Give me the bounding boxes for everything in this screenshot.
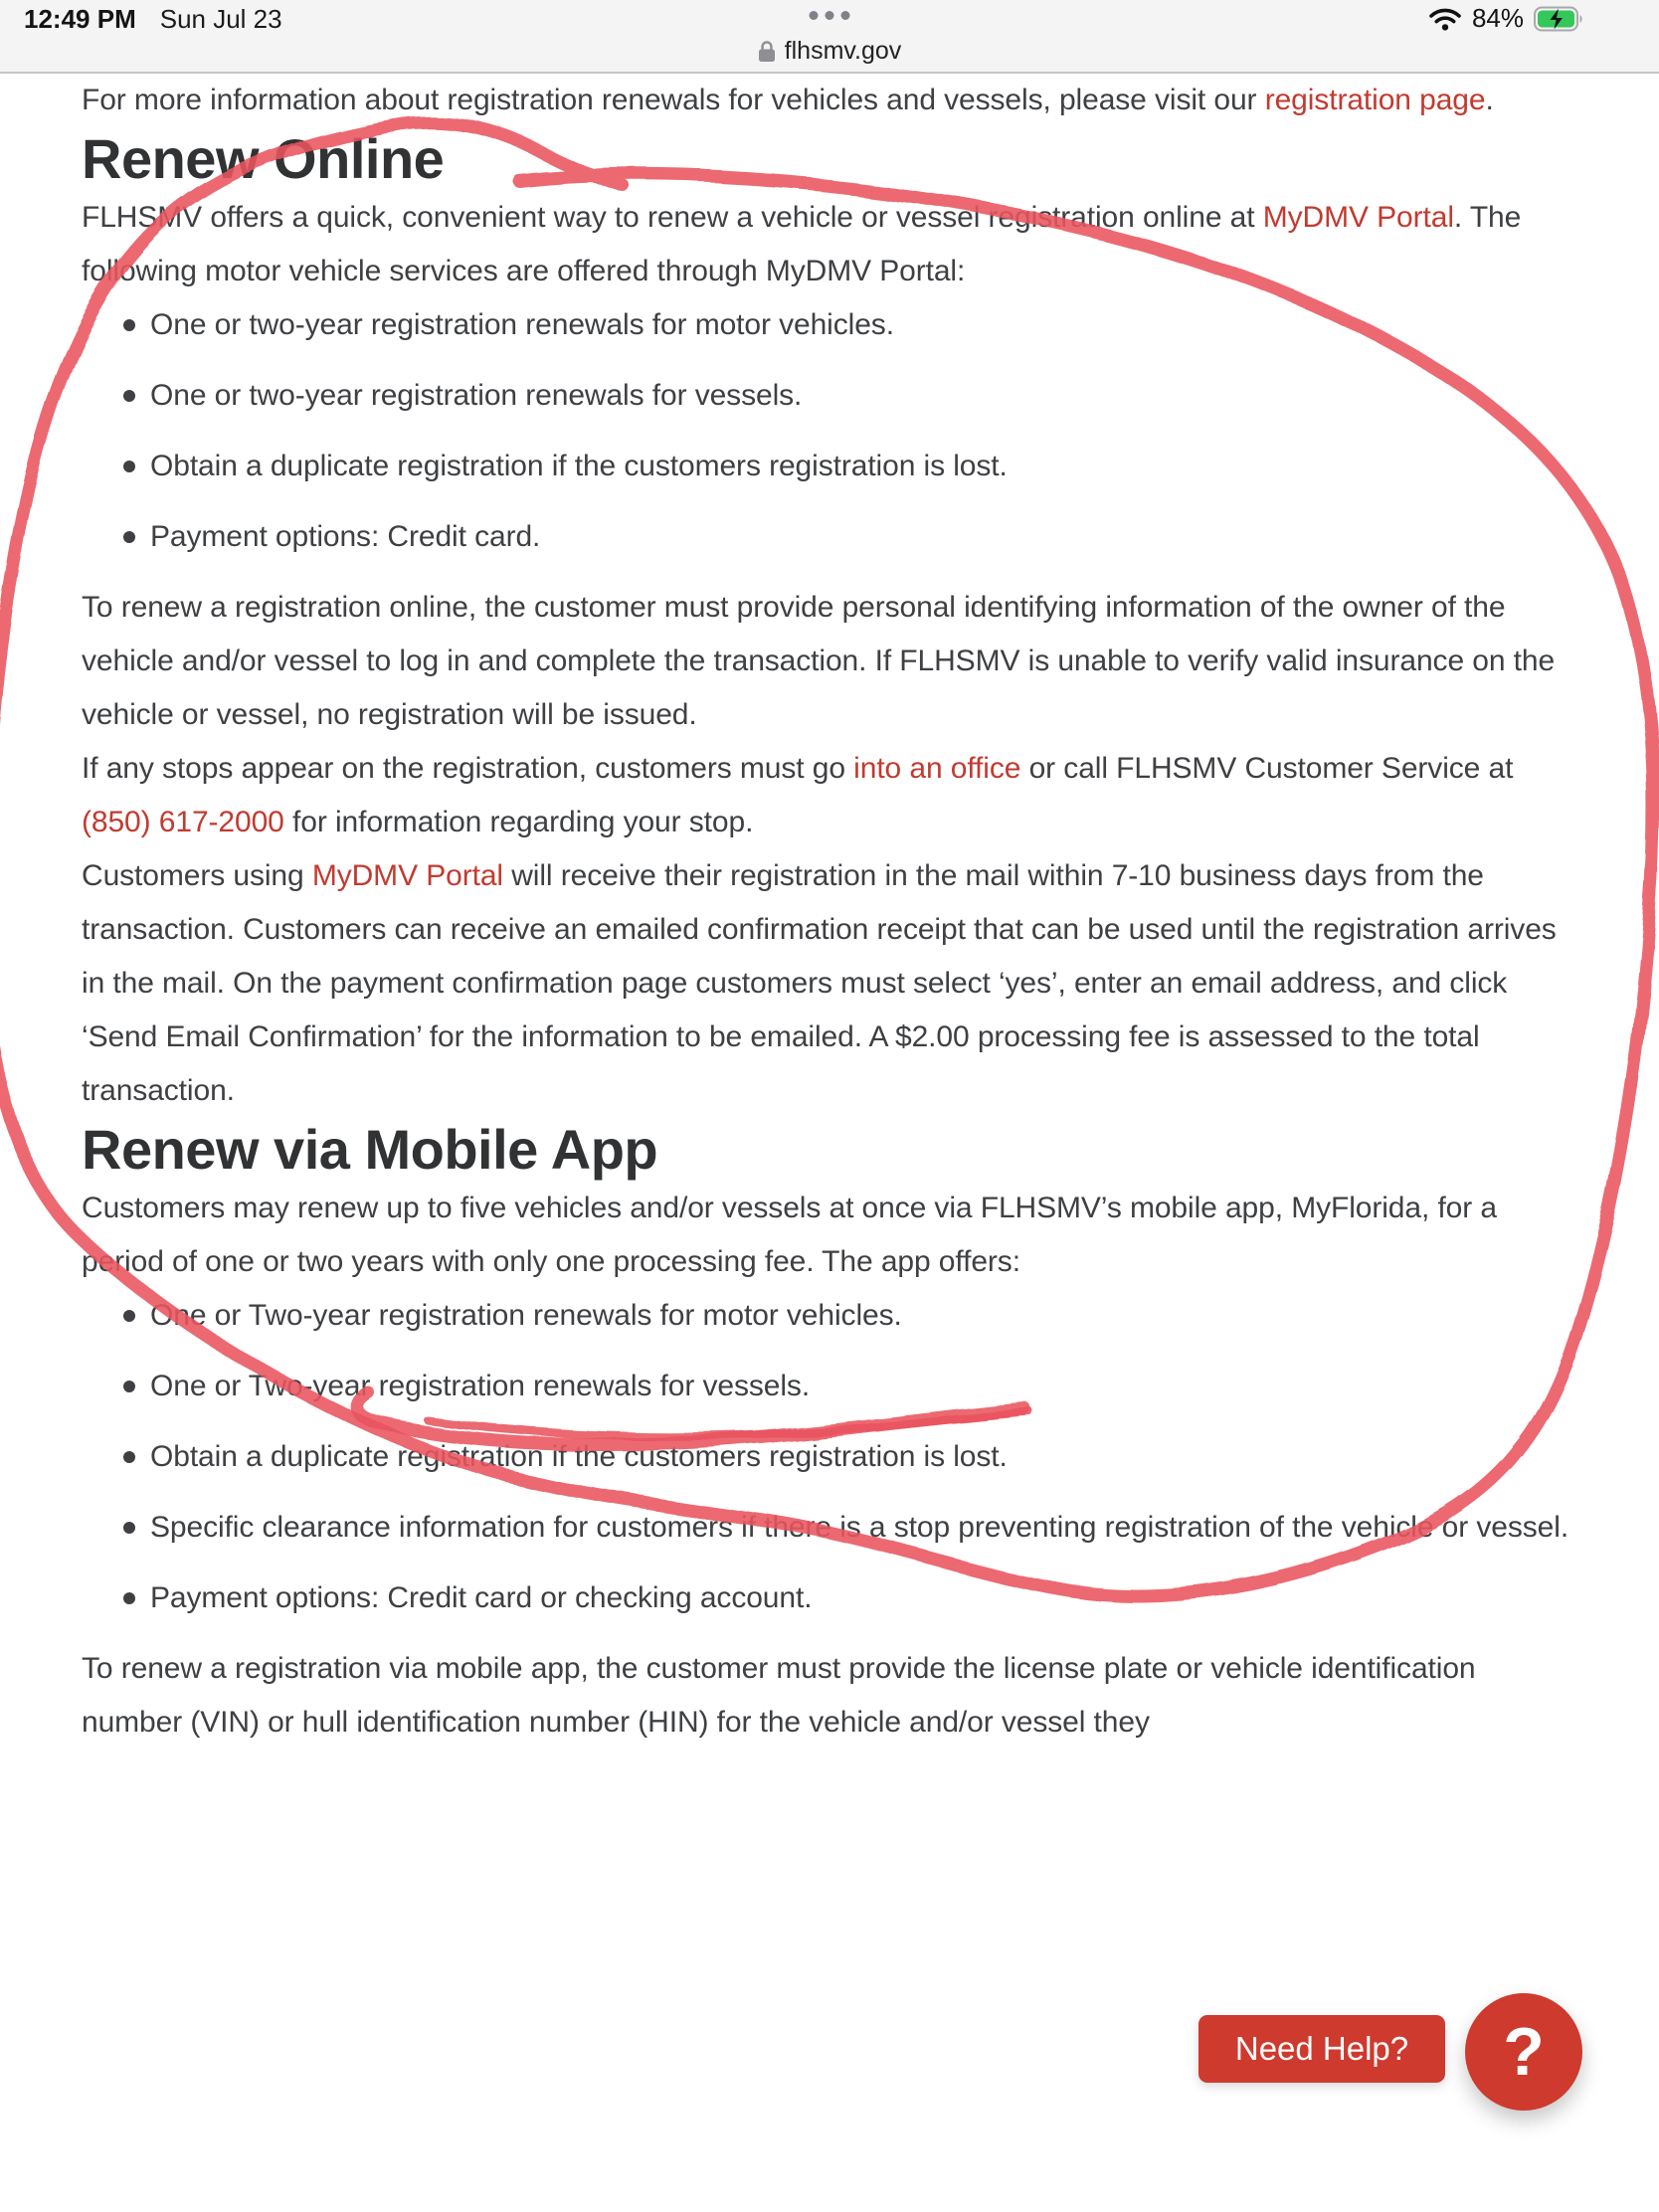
dot <box>826 11 834 20</box>
mail-delivery-paragraph <box>82 849 1577 1118</box>
list-item: Payment options: Credit card. <box>123 510 1577 564</box>
help-question-button[interactable]: ? <box>1465 1993 1582 2111</box>
address-bar[interactable] <box>0 35 1659 67</box>
url-domain: flhsmv.gov <box>784 36 902 65</box>
renew-online-bullets <box>82 298 1577 564</box>
mydmv-portal-link-2[interactable]: MyDMV Portal <box>311 859 503 892</box>
phone-number-link[interactable]: (850) 617-2000 <box>82 806 284 838</box>
list-item: One or two-year registration renewals for vessels. <box>123 369 1577 423</box>
battery-percent: 84% <box>1471 3 1524 33</box>
stops-text-mid: or call FLHSMV Customer Service at <box>1020 752 1514 785</box>
need-help-button[interactable]: Need Help? <box>1198 2015 1445 2083</box>
battery-charging-icon <box>1534 6 1585 32</box>
multitasking-dots-icon[interactable] <box>810 11 850 20</box>
customers-text-end: will receive their registration in the mail within 7-10 business days from the transaction. Customers can receive an emailed confirmation receipt that can be used until the registration arrives in the mail. On the payment confirmation page customers must select ‘yes’, enter an email address, and click ‘Send Email Confirmation’ for the information to be emailed. A $2.00 processing fee is assessed to the total transaction. <box>82 859 1557 1107</box>
status-date: Sun Jul 23 <box>159 4 282 34</box>
renew-mobile-heading: Renew via Mobile App <box>82 1118 658 1181</box>
intro-text-end: . <box>1485 84 1494 116</box>
into-an-office-link[interactable]: into an office <box>853 752 1021 785</box>
article-content <box>0 74 1659 2212</box>
stops-text-end: for information regarding your stop. <box>283 806 754 838</box>
intro-text: For more information about registration renewals for vehicles and vessels, please visit our <box>82 84 1265 116</box>
list-item: Obtain a duplicate registration if the customers registration is lost. <box>123 1430 1577 1484</box>
list-item: Obtain a duplicate registration if the customers registration is lost. <box>123 440 1577 493</box>
status-left <box>24 4 282 35</box>
wifi-icon <box>1428 6 1462 32</box>
status-right <box>1428 3 1585 34</box>
intro-paragraph <box>82 74 1577 127</box>
renew-mobile-bullets <box>82 1289 1577 1625</box>
registration-page-link[interactable]: registration page <box>1264 84 1486 116</box>
customers-text: Customers using <box>82 859 312 892</box>
status-time: 12:49 PM <box>24 4 136 34</box>
online-intro-text-end: . The following motor vehicle services are offered through MyDMV Portal: <box>82 201 1522 287</box>
status-bar <box>0 0 1659 74</box>
list-item: One or Two-year registration renewals for vessels. <box>123 1360 1577 1413</box>
dot <box>841 11 850 20</box>
stops-text: If any stops appear on the registration, customers must go <box>82 752 854 785</box>
mobile-requirements-paragraph: To renew a registration via mobile app, the customer must provide the license plate or vehicle identification number (VIN) or hull identification number (HIN) for the vehicle and/or vessel they <box>82 1652 1476 1739</box>
dot <box>810 11 819 20</box>
list-item: One or two-year registration renewals for motor vehicles. <box>123 298 1577 352</box>
renew-online-intro <box>82 191 1577 298</box>
list-item: Payment options: Credit card or checking account. <box>123 1571 1577 1625</box>
list-item: One or Two-year registration renewals for motor vehicles. <box>123 1289 1577 1343</box>
renew-online-heading: Renew Online <box>82 127 445 190</box>
renew-mobile-intro: Customers may renew up to five vehicles and/or vessels at once via FLHSMV’s mobile app, MyFlorida, for a period of one or two years with only one processing fee. The app offers: <box>82 1192 1497 1278</box>
mydmv-portal-link[interactable]: MyDMV Portal <box>1262 201 1454 234</box>
list-item: Specific clearance information for customers if there is a stop preventing registration of the vehicle or vessel. <box>123 1501 1577 1555</box>
online-intro-text: FLHSMV offers a quick, convenient way to renew a vehicle or vessel registration online at <box>82 201 1263 234</box>
lock-icon <box>758 40 776 63</box>
online-requirements-paragraph: To renew a registration online, the customer must provide personal identifying information of the owner of the vehicle and/or vessel to log in and complete the transaction. If FLHSMV is unable to verify valid insurance on the vehicle or vessel, no registration will be issued. <box>82 591 1556 731</box>
stops-paragraph <box>82 742 1577 849</box>
